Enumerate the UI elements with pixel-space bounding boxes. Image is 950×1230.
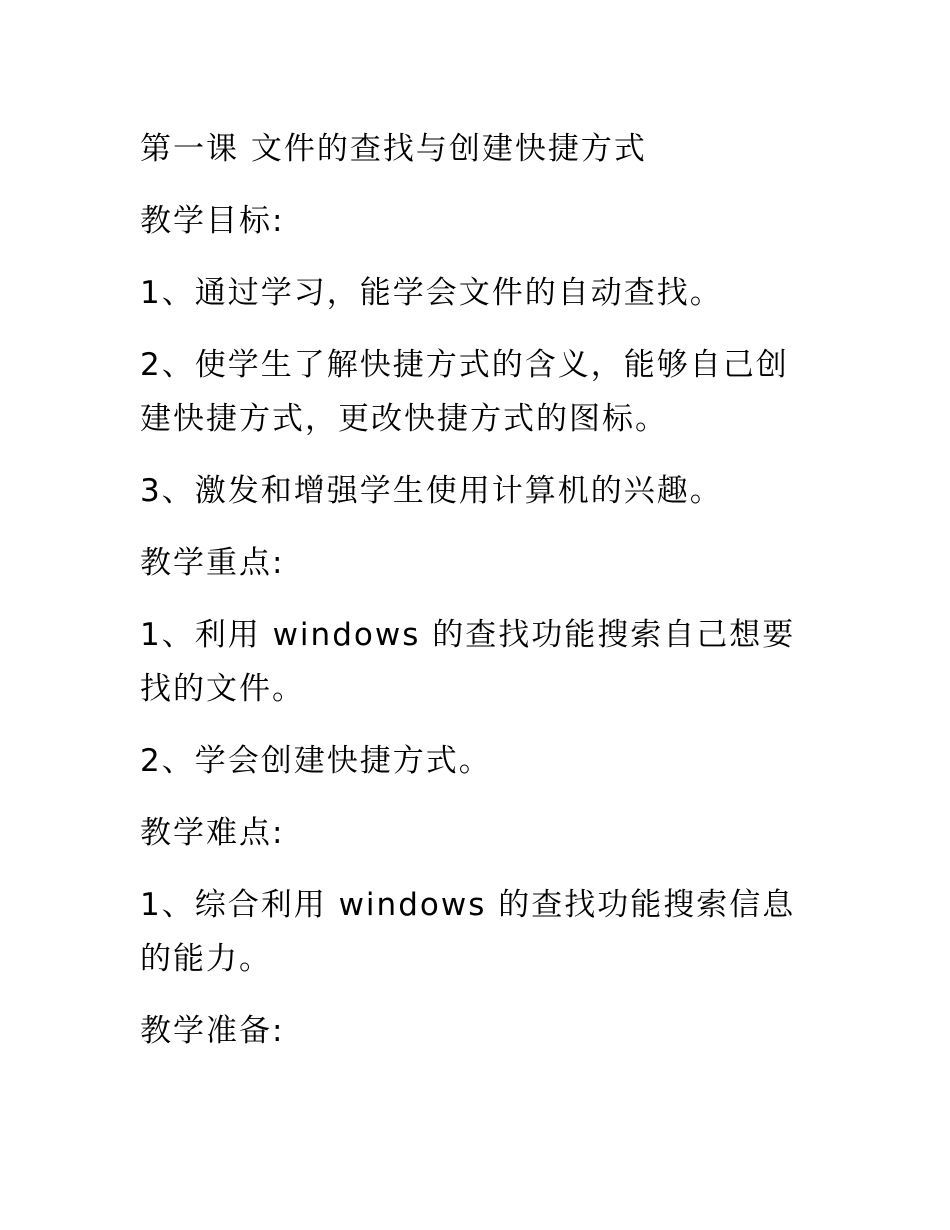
document-body — [140, 122, 800, 1058]
key-point-item-1: 1、利用 windows 的查找功能搜索自己想要找的文件。 — [140, 617, 796, 707]
key-point-item-2: 2、学会创建快捷方式。 — [140, 743, 492, 779]
objectives-heading: 教学目标: — [140, 203, 285, 239]
objective-item-1: 1、通过学习，能学会文件的自动查找。 — [140, 275, 723, 311]
key-points-heading: 教学重点: — [140, 545, 285, 581]
objective-item-3: 3、激发和增强学生使用计算机的兴趣。 — [140, 473, 723, 509]
difficulty-item-1: 1、综合利用 windows 的查找功能搜索信息的能力。 — [140, 887, 796, 977]
lesson-title: 第一课 文件的查找与创建快捷方式 — [140, 131, 647, 167]
preparation-heading: 教学准备: — [140, 1013, 285, 1049]
objective-item-2: 2、使学生了解快捷方式的含义，能够自己创建快捷方式，更改快捷方式的图标。 — [140, 347, 789, 437]
difficulties-heading: 教学难点: — [140, 815, 285, 851]
